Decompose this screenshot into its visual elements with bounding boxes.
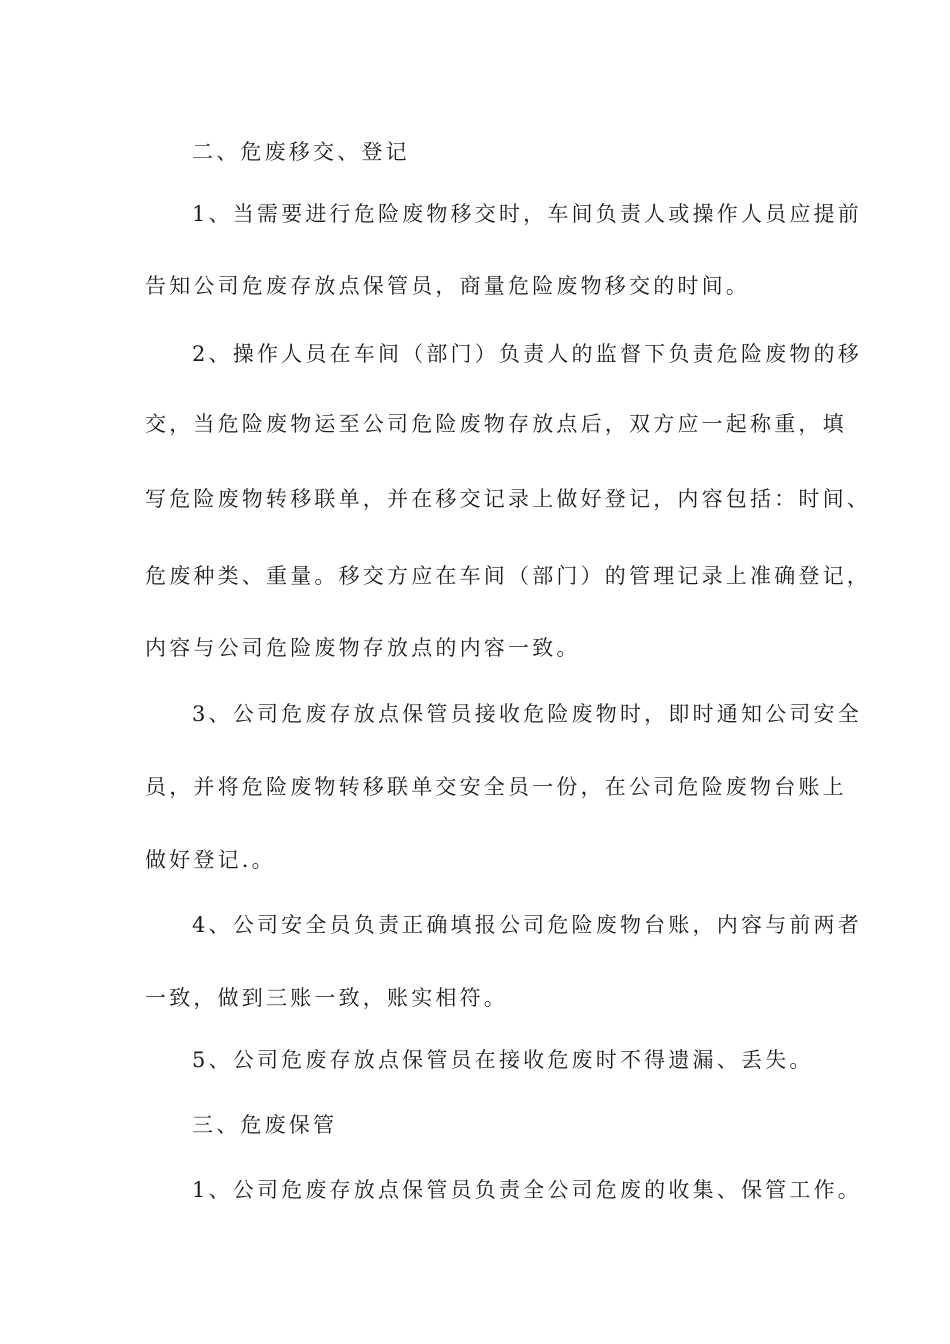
paragraph-line: 危废种类、重量。移交方应在车间（部门）的管理记录上准确登记， bbox=[145, 564, 871, 588]
paragraph-line: 2、操作人员在车间（部门）负责人的监督下负责危险废物的移 bbox=[192, 342, 862, 366]
paragraph-line: 做好登记.。 bbox=[145, 848, 276, 872]
paragraph-line: 1、当需要进行危险废物移交时，车间负责人或操作人员应提前 bbox=[192, 202, 862, 226]
section-heading-2: 二、危废移交、登记 bbox=[192, 140, 410, 164]
paragraph-line: 写危险废物转移联单，并在移交记录上做好登记，内容包括：时间、 bbox=[145, 487, 871, 511]
paragraph-line: 3、公司危废存放点保管员接收危险废物时，即时通知公司安全 bbox=[192, 702, 862, 726]
section-heading-3: 三、危废保管 bbox=[192, 1113, 338, 1137]
paragraph-line: 交，当危险废物运至公司危险废物存放点后，双方应一起称重，填 bbox=[145, 412, 847, 436]
paragraph-line: 1、公司危废存放点保管员负责全公司危废的收集、保管工作。 bbox=[192, 1178, 862, 1202]
paragraph-line: 5、公司危废存放点保管员在接收危废时不得遗漏、丢失。 bbox=[192, 1048, 814, 1072]
paragraph-line: 内容与公司危险废物存放点的内容一致。 bbox=[145, 636, 581, 660]
paragraph-line: 员，并将危险废物转移联单交安全员一份，在公司危险废物台账上 bbox=[145, 775, 847, 799]
paragraph-line: 4、公司安全员负责正确填报公司危险废物台账，内容与前两者 bbox=[192, 913, 862, 937]
paragraph-line: 告知公司危废存放点保管员，商量危险废物移交的时间。 bbox=[145, 274, 750, 298]
paragraph-line: 一致，做到三账一致，账实相符。 bbox=[145, 986, 508, 1010]
